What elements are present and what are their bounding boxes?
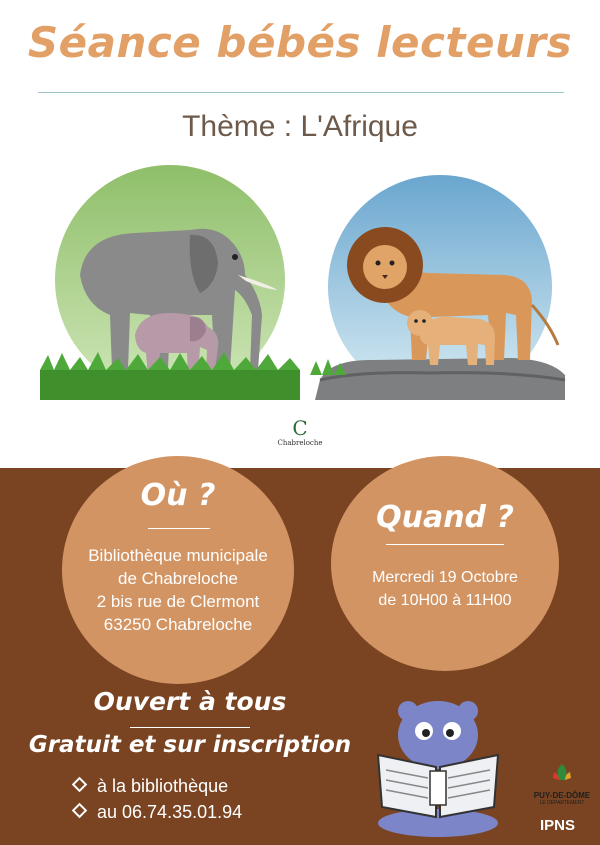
- department-sub: LE DÉPARTEMENT: [539, 800, 585, 806]
- when-heading: Quand ?: [376, 500, 514, 535]
- reading-mascot: [368, 695, 508, 840]
- open-divider: [130, 727, 250, 728]
- bullet-library: [74, 776, 228, 797]
- when-times: [331, 566, 559, 612]
- lion-illustration: [310, 175, 570, 405]
- theme-subtitle: Thème : L'Afrique: [182, 110, 418, 143]
- address-line: 63250 Chabreloche: [103, 615, 253, 634]
- diamond-bullet-icon: [72, 777, 88, 793]
- where-circle: [62, 456, 294, 684]
- bullet-text: au 06.74.35.01.94: [97, 802, 243, 822]
- address-line: de Chabreloche: [117, 569, 239, 588]
- diamond-bullet-icon: [72, 803, 88, 819]
- logo-letter: C: [292, 416, 308, 440]
- poster-title: Séance bébés lecteurs: [27, 18, 573, 67]
- address-line: Bibliothèque municipale: [88, 546, 268, 565]
- department-name: PUY-DE-DÔME: [533, 791, 591, 800]
- ipns-label: IPNS: [540, 817, 576, 834]
- bullet-text: à la bibliothèque: [97, 776, 229, 796]
- logo-name: Chabreloche: [277, 439, 323, 447]
- department-emblem-icon: [549, 762, 575, 784]
- elephant-illustration: [40, 165, 300, 400]
- title-divider: [38, 92, 564, 93]
- open-to-all: Ouvert à tous: [93, 687, 287, 716]
- department-logo: [531, 762, 593, 807]
- bullet-phone: [74, 802, 242, 823]
- time-line: Mercredi 19 Octobre: [372, 569, 518, 586]
- chabreloche-logo: [270, 418, 330, 458]
- free-registration: Gratuit et sur inscription: [28, 732, 352, 758]
- when-divider: [386, 544, 504, 545]
- where-address: [62, 544, 294, 636]
- where-heading: Où ?: [140, 478, 216, 513]
- address-line: 2 bis rue de Clermont: [96, 592, 260, 611]
- time-line: de 10H00 à 11H00: [378, 592, 512, 609]
- where-divider: [148, 528, 210, 529]
- when-circle: [331, 456, 559, 671]
